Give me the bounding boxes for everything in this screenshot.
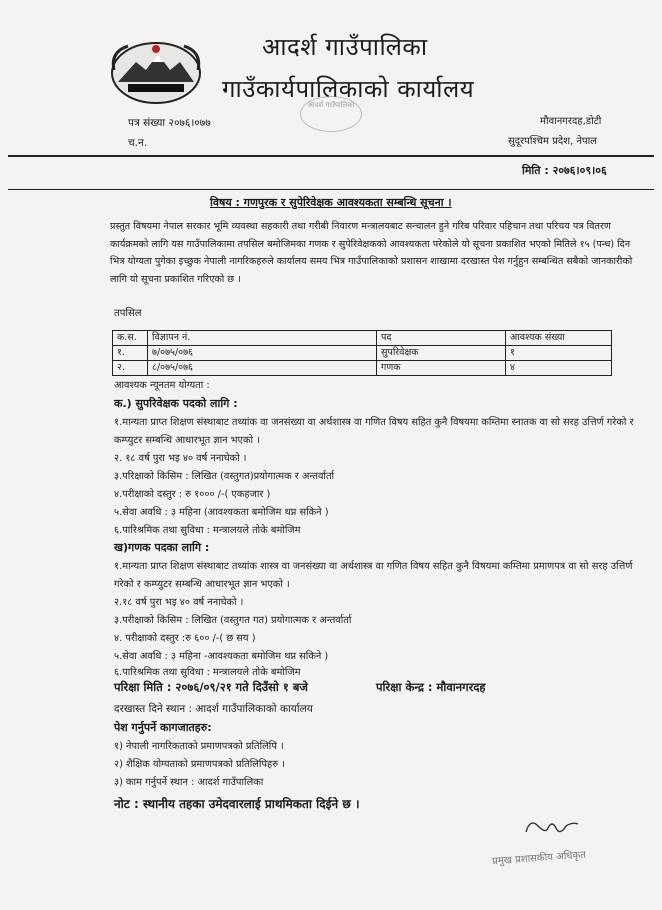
table-cell: २. xyxy=(113,361,148,376)
address-line-1: मौवानगरदह,डोटी xyxy=(540,116,602,127)
exam-center: परिक्षा केन्द्र : मौवानगरदह xyxy=(376,680,486,694)
municipality-name: आदर्श गाउँपालिका xyxy=(262,33,428,61)
table-row xyxy=(113,346,612,361)
supervisor-item: ५.सेवा अवधि : ३ महिना (आवश्यकता बमोजिम थप्न सकिने ) xyxy=(114,507,329,518)
table-row xyxy=(113,361,612,376)
notice-date: मिति : २०७६।०९।०६ xyxy=(522,164,607,177)
documents-heading: पेश गर्नुपर्ने कागजातहरु: xyxy=(114,721,212,734)
table-cell: गणक xyxy=(377,361,506,376)
table-header-cell: विज्ञापन नं. xyxy=(148,331,377,346)
vacancy-table xyxy=(112,330,612,376)
table-header-row xyxy=(113,331,612,346)
enumerator-item: ६.पारिश्रमिक तथा सुविधा : मन्त्रालयले तोके बमोजिम xyxy=(114,667,301,678)
notice-subject: विषय : गणपुरक र सुपेरिवेक्षक आवश्यकता सम्बन्धि सूचना । xyxy=(210,196,452,209)
table-header-cell: आवश्यक संख्या xyxy=(506,331,612,346)
intro-paragraph: प्रस्तुत विषयमा नेपाल सरकार भूमि व्यवस्था सहकारी तथा गरीबी निवारण मन्त्रालयबाट सन्चालन हुने गरिब परिवार पहिचान तथा परिचय पत्र वितरण कार्यक्रमको लागि यस गाउँपालिकामा तपसिल बमोजिमका गणक र सुपेरिवेक्षकको आवश्यकता परेकोले यो सूचना प्रकाशित भएको मितिले १५ (पन्ध) दिन भित्र योग्यता पुगेका इच्छुक नेपाली नागरिकहरुले कार्यालय समय भित्र गाउँपालिकाको प्रशासन शाखामा दरखास्त पेश गर्नुहुन सम्बन्धित सबैको जानकारीको लागि यो सूचना प्रकाशित गरिएको छ । xyxy=(110,221,633,285)
dispatch-number: च.न. xyxy=(128,137,148,149)
table-cell: ४ xyxy=(506,361,612,376)
document-item: २) शैक्षिक योग्यताको प्रमाणपत्रको प्रतिलिपिहरु । xyxy=(114,759,285,770)
supervisor-item: ४.परीक्षाको दस्तुर : रु १००० /-( एकहजार ) xyxy=(114,489,271,500)
enumerator-heading: ख)गणक पदका लागि : xyxy=(114,541,210,554)
municipality-emblem-icon xyxy=(108,40,204,106)
table-header-cell: पद xyxy=(377,331,506,346)
table-header-cell: क.स. xyxy=(113,331,148,346)
table-cell: १ xyxy=(506,346,612,361)
enumerator-item: २.१८ वर्ष पुरा भइ ४० वर्ष ननाघेको । xyxy=(114,597,244,608)
enumerator-item: ४. परीक्षाको दस्तुर :रु ६०० /-( छ सय ) xyxy=(114,633,256,644)
priority-note: नोट : स्थानीय तहका उमेदवारलाई प्राथमिकता दिईने छ । xyxy=(114,797,360,811)
exam-date: परिक्षा मिति : २०७६/०९/२१ गते दिउँसो १ बजे xyxy=(114,680,308,694)
table-cell: ७/०७५/०७६ xyxy=(148,346,377,361)
address-line-2: सुदूरपश्चिम प्रदेश, नेपाल xyxy=(508,136,597,147)
enumerator-item: ५.सेवा अवधि : ३ महिना -आवश्यकता बमोजिम थप्न सकिने ) xyxy=(114,651,329,662)
supervisor-heading: क.) सुपरिवेक्षक पदको लागि : xyxy=(114,397,238,410)
header-divider xyxy=(8,155,654,157)
office-stamp: आदर्श गाउँपालिका xyxy=(300,96,362,132)
signatory-title: प्रमुख प्रशासकीय अधिकृत xyxy=(491,849,587,868)
application-place: दरखास्त दिने स्थान : आदर्श गाउँपालिकाको कार्यालय xyxy=(114,703,313,715)
office-name: गाउँकार्यपालिकाको कार्यालय xyxy=(222,75,475,103)
table-cell: सुपरिवेक्षक xyxy=(377,346,506,361)
signature xyxy=(522,812,582,842)
exam-info xyxy=(114,680,654,695)
table-cell: १. xyxy=(113,346,148,361)
details-label: तपसिल xyxy=(114,308,142,319)
table-cell: ८/०७५/०७६ xyxy=(148,361,377,376)
enumerator-item: ३.परीक्षाको किसिम : लिखित (वस्तुगत गत) प्रयोगात्मक र अन्तर्वार्ता xyxy=(114,615,352,626)
supervisor-item: १.मान्यता प्राप्त शिक्षण संस्थाबाट तथ्यांक वा जनसंख्या वा अर्थशास्त्र वा गणित विषय सहित कुनै विषयमा कम्तिमा स्नातक वा सो सरह उत्तिर्ण गरेको र कम्प्युटर सम्बन्धि आधारभूत ज्ञान भएको । xyxy=(114,417,634,446)
reference-number: पत्र संख्या २०७६।०७७ xyxy=(128,117,211,129)
supervisor-item: २. १८ वर्ष पुरा भइ ४० वर्ष ननाघेको । xyxy=(114,453,247,464)
enumerator-item: १.मान्यता प्राप्त शिक्षण संस्थाबाट तथ्यांक शास्त्र वा जनसंख्या वा अर्थशास्त्र वा गणित विषय सहित कुनै विषयमा कम्तिमा प्रमाणपत्र वा सो सरह उत्तिर्ण गरेको र कम्प्युटर सम्बन्धि आधारभूत ज्ञान भएको । xyxy=(114,561,633,590)
document-item: १) नेपाली नागरिकताको प्रमाणपत्रको प्रतिलिपि । xyxy=(114,741,284,752)
document-item: ३) काम गर्नुपर्ने स्थान : आदर्श गाउँपालिका xyxy=(114,777,264,788)
min-qualification-label: आवश्यक न्यूनतम योग्यता : xyxy=(114,380,210,391)
date-divider xyxy=(8,189,654,190)
supervisor-item: ६.पारिश्रमिक तथा सुविधा : मन्त्रालयले तोके बमोजिम xyxy=(114,525,301,536)
supervisor-item: ३.परिक्षाको किसिम : लिखित (वस्तुगत)प्रयोगात्मक र अन्तर्वार्ता xyxy=(114,471,335,482)
